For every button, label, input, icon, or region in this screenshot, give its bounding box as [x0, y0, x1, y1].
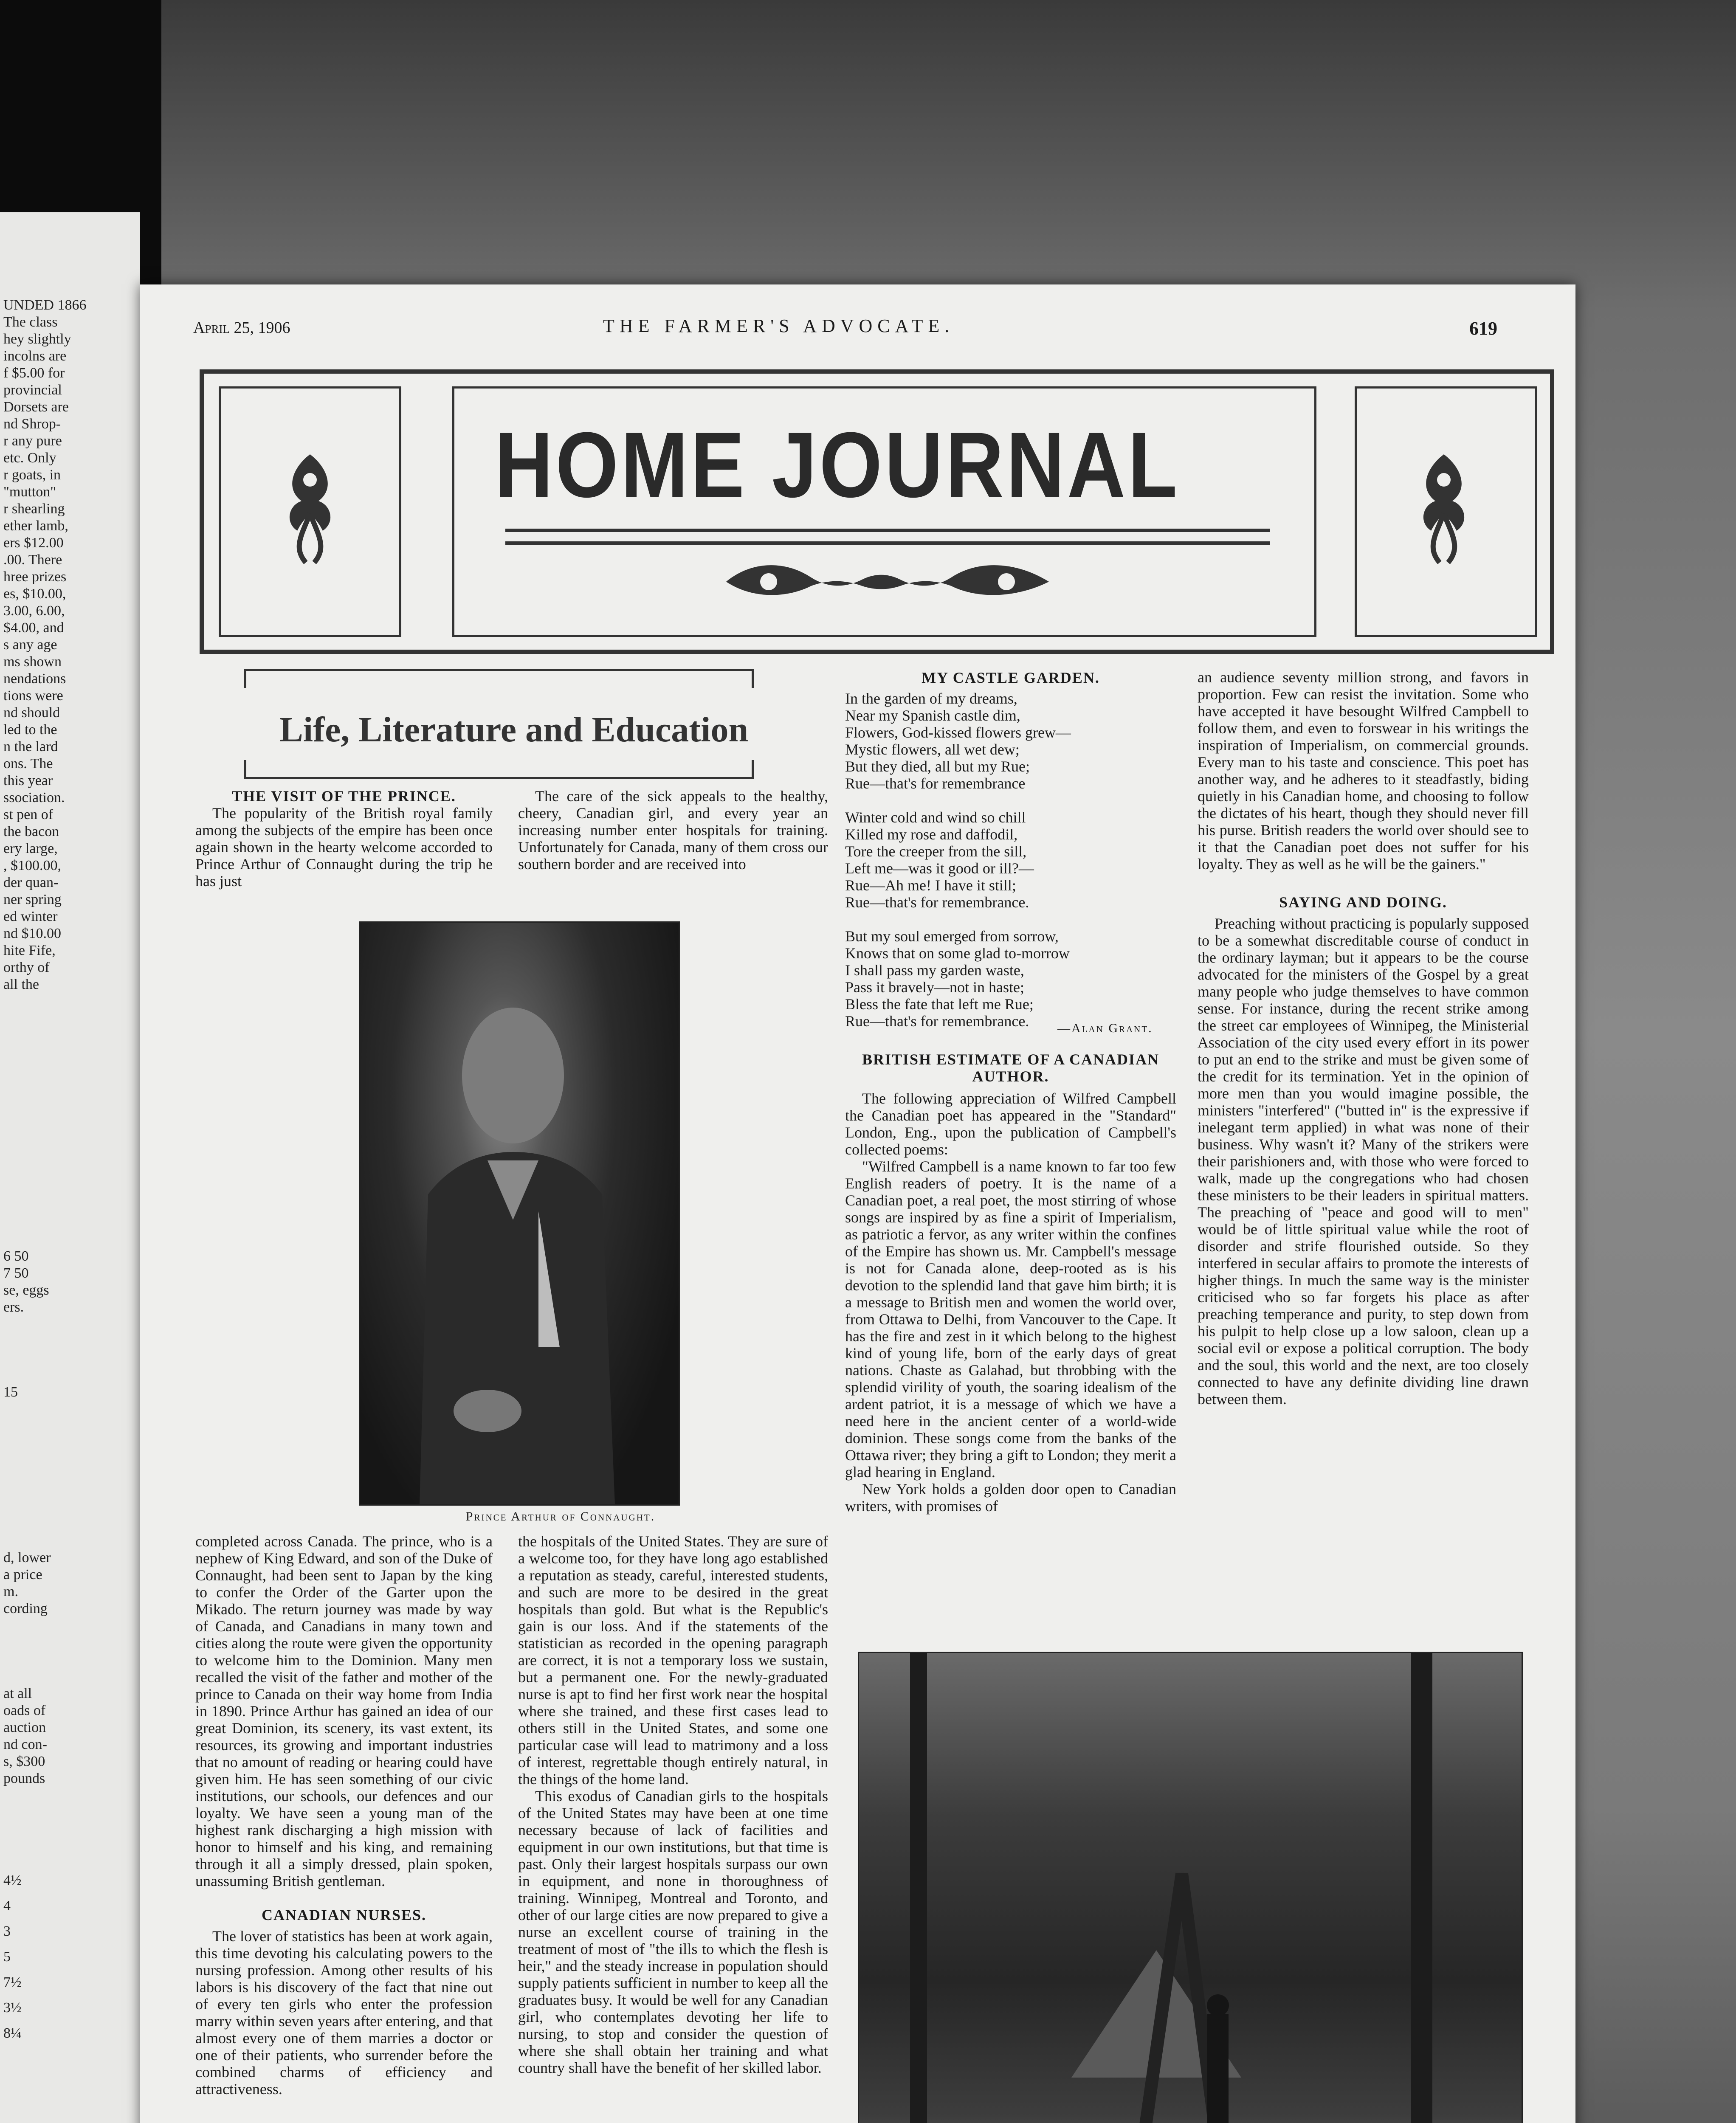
nurses-heading: CANADIAN NURSES.: [261, 1906, 427, 1923]
left-page-text: 6 50: [3, 1248, 29, 1264]
left-page-text: 3: [3, 1923, 11, 1939]
left-page-text: r goats, in: [3, 467, 61, 483]
garden-author: —Alan Grant.: [1057, 1021, 1153, 1035]
poem-line: Rue—that's for remembrance: [845, 775, 1026, 792]
poem-line: Rue—Ah me! I have it still;: [845, 877, 1016, 894]
masthead: THE FARMER'S ADVOCATE.: [603, 315, 955, 336]
prince-caption: Prince Arthur of Connaught.: [465, 1509, 656, 1523]
left-page-text: tions were: [3, 688, 63, 704]
left-page-text: a price: [3, 1567, 42, 1582]
left-page-text: incolns are: [3, 348, 67, 364]
left-page-text: , $100.00,: [3, 858, 61, 873]
poem-line: Rue—that's for remembrance.: [845, 1013, 1029, 1030]
poem-line: Mystic flowers, all wet dew;: [845, 741, 1020, 758]
visit-heading: THE VISIT OF THE PRINCE.: [232, 788, 456, 805]
left-page-text: hree prizes: [3, 569, 67, 585]
left-page-text: .00. There: [3, 552, 62, 568]
left-page-text: r shearling: [3, 501, 65, 517]
nurses-text-1: The lover of statistics has been at work again, this time devoting his calculating powers to the nursing profession. Among other results of his labors is his discovery of the fact that nine out of every ten girls who enter the profession marry within seven years after entering, and that almost every one of them marries a doctor or one of their patients, who surrender before the combined charms of efficiency and attractiveness.: [195, 1928, 493, 2098]
saying-heading: SAYING AND DOING.: [1279, 894, 1447, 911]
left-page-text: nd Shrop-: [3, 416, 61, 432]
fleur-ornament-icon: [276, 450, 344, 569]
scroll-flourish-icon: [718, 556, 1057, 607]
prince-photo: [359, 921, 680, 1506]
nurses-text-2c: This exodus of Canadian girls to the hospitals of the United States may have been at one time necessary because of lack of facilities and equipment in our own institutions, but that time is past. Only their largest hospitals surpass our own in equipment, and none in thoroughness of training. Winnipeg, Montreal and Toronto, and other of our large cities are now prepared to give a nurse an excellent course of training in the treatment of most of "the ills to which the flesh is heir," and the steady increase in population should supply patients sufficient in number to keep all the graduates busy. It would be well for any Canadian girl, who contemplates devoting her life to nursing, to stop and consider the question of where she shall obtain her training and what country shall have the benefit of her skilled labor.: [518, 1788, 828, 2076]
left-page-text: $4.00, and: [3, 620, 64, 636]
left-page-text: f $5.00 for: [3, 365, 65, 381]
nurses-text-2b: the hospitals of the United States. They are sure of a welcome too, for they have long ago established a reputation as steady, careful, interested students, and such are more to be desired in the great hospitals than gold. But what is the Republic's gain is our loss. And if the statements of the statistician as recorded in the opening paragraph are correct, it is not a temporary loss we sustain, but a permanent one. For the newly-graduated nurse is apt to find her first work near the hospital where she trained, and these first cases lead to others still in the United States, and some one particular case will lead to matrimony and a loss of interest, regrettable though entirely natural, in the things of the home land.: [518, 1533, 828, 1788]
left-page-text: 5: [3, 1949, 11, 1965]
banner-title: HOME JOURNAL: [495, 413, 1180, 517]
left-page-fragment: [0, 212, 140, 2123]
poem-line: Killed my rose and daffodil,: [845, 826, 1018, 843]
left-page-text: 3½: [3, 2000, 22, 2016]
left-page-text: 7 50: [3, 1265, 29, 1281]
left-page-text: provincial: [3, 382, 62, 398]
left-page-text: this year: [3, 773, 53, 788]
left-page-text: ssociation.: [3, 790, 65, 805]
left-page-text: s, $300: [3, 1754, 45, 1769]
left-page-text: at all: [3, 1686, 32, 1701]
poem-line: But my soul emerged from sorrow,: [845, 928, 1059, 945]
nurses-text-2a: The care of the sick appeals to the healthy, cheery, Canadian girl, and every year an increasing number enter hospitals for training. Unfortunately for Canada, many of them cross our southern border and are received into: [518, 788, 828, 873]
left-page-text: es, $10.00,: [3, 586, 66, 602]
prince-portrait-image: [360, 923, 679, 1504]
banner-rule: [505, 541, 1270, 545]
page-number: 619: [1469, 318, 1497, 339]
title-bracket-bottom: [244, 760, 754, 779]
poem-line: Pass it bravely—not in haste;: [845, 979, 1024, 996]
left-page-text: ether lamb,: [3, 518, 68, 534]
left-page-text: ms shown: [3, 654, 62, 670]
left-page-text: nd should: [3, 705, 60, 721]
left-page-text: auction: [3, 1720, 46, 1735]
banner-rule: [505, 529, 1270, 532]
left-page-text: 8¼: [3, 2025, 22, 2041]
poem-line: Near my Spanish castle dim,: [845, 707, 1020, 724]
garden-poem: [845, 690, 1176, 1030]
left-page-text: led to the: [3, 722, 57, 738]
estimate-text-1: The following appreciation of Wilfred Campbell the Canadian poet has appeared in the "Standard" London, Eng., upon the publication of Campbell's collected poems:: [845, 1090, 1176, 1158]
left-page-text: nd con-: [3, 1737, 47, 1752]
left-page-text: cording: [3, 1601, 48, 1616]
poem-line: Tore the creeper from the sill,: [845, 843, 1027, 860]
left-page-text: der quan-: [3, 875, 59, 890]
garden-heading: MY CASTLE GARDEN.: [922, 669, 1100, 686]
left-page-text: etc. Only: [3, 450, 56, 466]
left-page-text: ery large,: [3, 841, 58, 856]
issue-date: April 25, 1906: [193, 319, 290, 337]
poem-line: Rue—that's for remembrance.: [845, 894, 1029, 911]
left-page-text: 15: [3, 1384, 18, 1400]
poem-line: I shall pass my garden waste,: [845, 962, 1024, 979]
left-page-text: 4½: [3, 1872, 22, 1888]
left-page-text: st pen of: [3, 807, 54, 822]
left-page-text: hey slightly: [3, 331, 71, 347]
poem-line: Knows that on some glad to-morrow: [845, 945, 1070, 962]
forest-hunter-image: [859, 1653, 1522, 2123]
left-page-text: ers.: [3, 1299, 24, 1315]
left-page-text: 7½: [3, 1974, 22, 1990]
title-bracket-top: [244, 669, 754, 688]
saying-text-1: Preaching without practicing is popularly supposed to be a somewhat discreditable course of conduct in the ordinary layman; but it appears to be the course advocated for the ministers of the Gospel by a great many people who judge themselves to have common sense. For instance, during the recent strike among the street car employees of Winnipeg, the Ministerial Association of the city used every effort in its power to put an end to the strike and must be given some of the credit for its termination. Yet in the opinion of more men than you would imagine possible, the ministers "interfered" ("butted in" is the expressive if inelegant term applied) in what was none of their business. Why wasn't it? Many of the strikers were their parishioners and, with those who were forced to walk, made up the congregations who had chosen these ministers to be their leaders in spiritual matters. The preaching of "peace and good will to men" would be of little spiritual value while the root of disorder and strife flourished outside. So they interfered in secular affairs to promote the interests of higher things. In much the same way is the minister criticised who so far forgets his place as after preaching temperance and purity, to step down from his pulpit to help close up a low saloon, clean up a social evil or expose a political corruption. The body and the soul, this world and the next, are too closely connected to have any definite dividing line drawn between them.: [1198, 915, 1529, 1408]
left-page-text: UNDED 1866: [3, 297, 87, 313]
left-page-text: orthy of: [3, 960, 50, 975]
left-page-text: r any pure: [3, 433, 62, 449]
left-page-text: Dorsets are: [3, 399, 69, 415]
newspaper-page: [140, 284, 1575, 2123]
estimate-text-3: New York holds a golden door open to Canadian writers, with promises of: [845, 1481, 1176, 1515]
estimate-text-2: "Wilfred Campbell is a name known to far too few English readers of poetry. It is the name of a Canadian poet, a real poet, the most stirring of whose songs are inspired by as fine a spirit of Imperialism, as patriotic a fervor, as any writer within the confines of the Empire has shown us. Mr. Campbell's message is not for Canada alone, deep-rooted as is his devotion to the splendid land that gave him birth; it is a message to British men and women the world over, from Ottawa to Delhi, from Vancouver to the Cape. It has the fire and zest in it which belong to the highest kind of young life, born of the early days of great nations. Chaste as Galahad, but throbbing with the splendid virility of youth, the soaring idealism of the ardent patriot, it is a message of which we have a need here in the ancient center of a world-wide dominion. These songs come from the banks of the Ottawa river; they bring a gift to London; they merit a glad hearing in England.: [845, 1158, 1176, 1481]
poem-line: Winter cold and wind so chill: [845, 809, 1026, 826]
left-page-text: The class: [3, 314, 58, 330]
left-page-text: "mutton": [3, 484, 56, 500]
estimate-text-4: an audience seventy million strong, and favors in proportion. Few can resist the invitation. Some who have accepted it have besought Wilfred Campbell to follow them, and even to forswear in his writings the inspiration of Imperialism, on commercial grounds. Every man to his taste and conscience. This poet has another way, and he adheres to it steadfastly, biding quietly in his Canadian home, and choosing to follow the dictates of his heart, though they should never fill his purse. British readers the world over should see to it that the Canadian poet does not suffer for his loyalty. They as well as he will be the gainers.": [1198, 669, 1529, 873]
left-page-text: nd $10.00: [3, 926, 61, 941]
left-page-text: 3.00, 6.00,: [3, 603, 65, 619]
left-page-text: nendations: [3, 671, 66, 687]
left-page-text: the bacon: [3, 824, 59, 839]
poem-line: Flowers, God-kissed flowers grew—: [845, 724, 1071, 741]
poem-line: But they died, all but my Rue;: [845, 758, 1030, 775]
left-page-text: s any age: [3, 637, 57, 653]
left-page-text: m.: [3, 1584, 18, 1599]
fleur-ornament-icon: [1410, 450, 1478, 569]
left-page-text: n the lard: [3, 739, 58, 755]
left-page-text: pounds: [3, 1771, 45, 1786]
left-page-text: oads of: [3, 1703, 46, 1718]
left-page-text: ons. The: [3, 756, 53, 771]
left-page-text: 4: [3, 1898, 11, 1914]
section-title: Life, Literature and Education: [279, 710, 749, 749]
hunter-photo: [858, 1652, 1523, 2123]
poem-line: Bless the fate that left me Rue;: [845, 996, 1034, 1013]
left-page-text: all the: [3, 977, 39, 992]
left-page-text: ers $12.00: [3, 535, 64, 551]
left-page-text: ed winter: [3, 909, 58, 924]
left-page-text: se, eggs: [3, 1282, 49, 1298]
poem-line: In the garden of my dreams,: [845, 690, 1017, 707]
visit-text-1: The popularity of the British royal family among the subjects of the empire has been once again shown in the hearty welcome accorded to Prince Arthur of Connaught during the trip he has just: [195, 805, 493, 890]
poem-line: Left me—was it good or ill?—: [845, 860, 1034, 877]
left-page-text: hite Fife,: [3, 943, 56, 958]
left-page-text: d, lower: [3, 1550, 51, 1566]
visit-text-2: completed across Canada. The prince, who is a nephew of King Edward, and son of the Duke of Connaught, had been sent to Japan by the king to confer the Order of the Garter upon the Mikado. The return journey was made by way of Canada, and Canadians in many town and cities along the route were given the opportunity to welcome him to the Dominion. Many men recalled the visit of the father and mother of the prince to Canada on their way home from India in 1890. Prince Arthur has gained an idea of our great Dominion, its scenery, its vast extent, its resources, its growing and important industries that no amount of reading or hearing could have given him. He has seen something of our civic institutions, our schools, our defences and our loyalty. We have seen a young man of the highest rank discharging a high mission with honor to himself and his king, and remaining through it all a simply dressed, plain spoken, unassuming British gentleman.: [195, 1533, 493, 1889]
estimate-heading: BRITISH ESTIMATE OF A CANADIAN AUTHOR.: [862, 1051, 1160, 1085]
left-page-text: ner spring: [3, 892, 62, 907]
